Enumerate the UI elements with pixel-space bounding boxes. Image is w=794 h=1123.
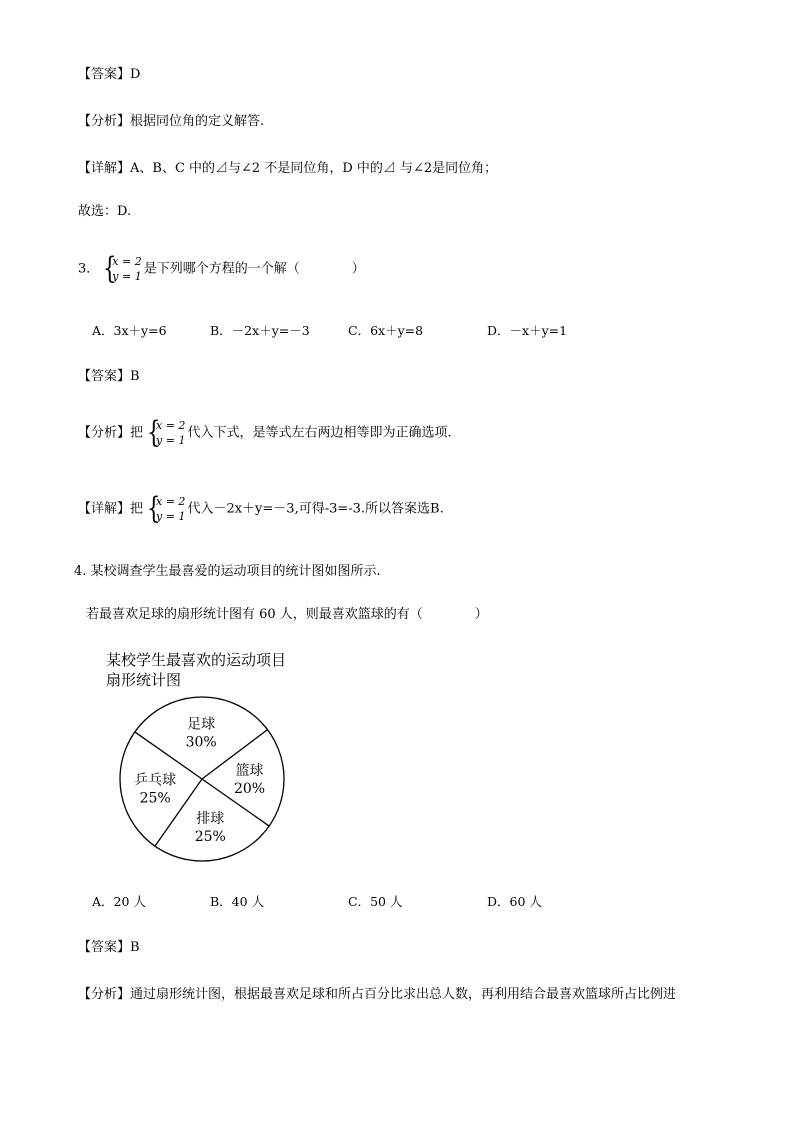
slice-label: 篮球 — [235, 763, 264, 780]
option-b: B．－2x＋y=－3 — [210, 323, 310, 338]
equation-y: y = 1 — [156, 510, 186, 523]
slice-label: 排球 — [196, 810, 225, 827]
detail-line — [78, 491, 444, 526]
option-d: D．－x＋y=1 — [487, 323, 568, 338]
analysis-line: 【分析】根据同位角的定义解答. — [78, 114, 265, 129]
option-c: C．6x＋y=8 — [348, 323, 424, 338]
pie-chart — [117, 694, 287, 864]
conclusion-line: 故选：D. — [78, 204, 132, 219]
slice-value-label: 30% — [185, 734, 217, 751]
analysis-line — [78, 415, 452, 450]
equation-x: x = 2 — [156, 419, 186, 432]
answer-line: 【答案】D — [78, 67, 141, 82]
equation-system: { x = 2 y = 1 — [147, 415, 186, 450]
equation-y: y = 1 — [156, 434, 186, 447]
answer-line: 【答案】B — [78, 369, 140, 384]
answer-line: 【答案】B — [78, 940, 140, 955]
option-c: C．50 人 — [348, 894, 403, 909]
slice-label: 乒乓球 — [134, 772, 177, 789]
equation-system: { x = 2 y = 1 — [147, 491, 186, 526]
equation-system: { x = 2 y = 1 — [103, 251, 142, 286]
chart-subtitle: 扇形统计图 — [106, 671, 182, 689]
chart-title: 某校学生最喜欢的运动项目 — [106, 651, 287, 669]
option-b: B．40 人 — [210, 894, 265, 909]
equation-x: x = 2 — [156, 495, 186, 508]
slice-value-label: 20% — [233, 781, 266, 798]
question-number: 3． — [78, 261, 100, 277]
slice-label: 足球 — [187, 716, 216, 733]
option-d: D．60 人 — [487, 894, 542, 909]
slice-value-label: 25% — [139, 790, 171, 807]
question-3-stem — [78, 251, 365, 286]
detail-prefix: 【详解】把 — [78, 501, 144, 517]
analysis-suffix: 代入下式，是等式左右两边相等即为正确选项. — [187, 425, 452, 441]
detail-line: 【详解】A、B、C 中的⊿与∠2 不是同位角，D 中的⊿ 与∠2是同位角； — [78, 161, 498, 176]
analysis-line: 【分析】通过扇形统计图，根据最喜欢足球和所占百分比求出总人数，再利用结合最喜欢篮球所占比例进 — [78, 987, 677, 1002]
detail-suffix: 代入－2x＋y=－3,可得-3=-3.所以答案选B. — [187, 501, 444, 517]
question-text: 是下列哪个方程的一个解（ ） — [143, 261, 365, 277]
equation-y: y = 1 — [112, 270, 142, 283]
option-a: A．3x＋y=6 — [92, 323, 167, 338]
slice-value-label: 25% — [194, 828, 226, 845]
option-a: A．20 人 — [92, 894, 146, 909]
question-4-stem-2: 若最喜欢足球的扇形统计图有 60 人，则最喜欢篮球的有（ ） — [86, 607, 488, 622]
question-4-stem: 4. 某校调查学生最喜爱的运动项目的统计图如图所示. — [74, 564, 381, 579]
equation-x: x = 2 — [112, 255, 142, 268]
analysis-prefix: 【分析】把 — [78, 425, 144, 441]
